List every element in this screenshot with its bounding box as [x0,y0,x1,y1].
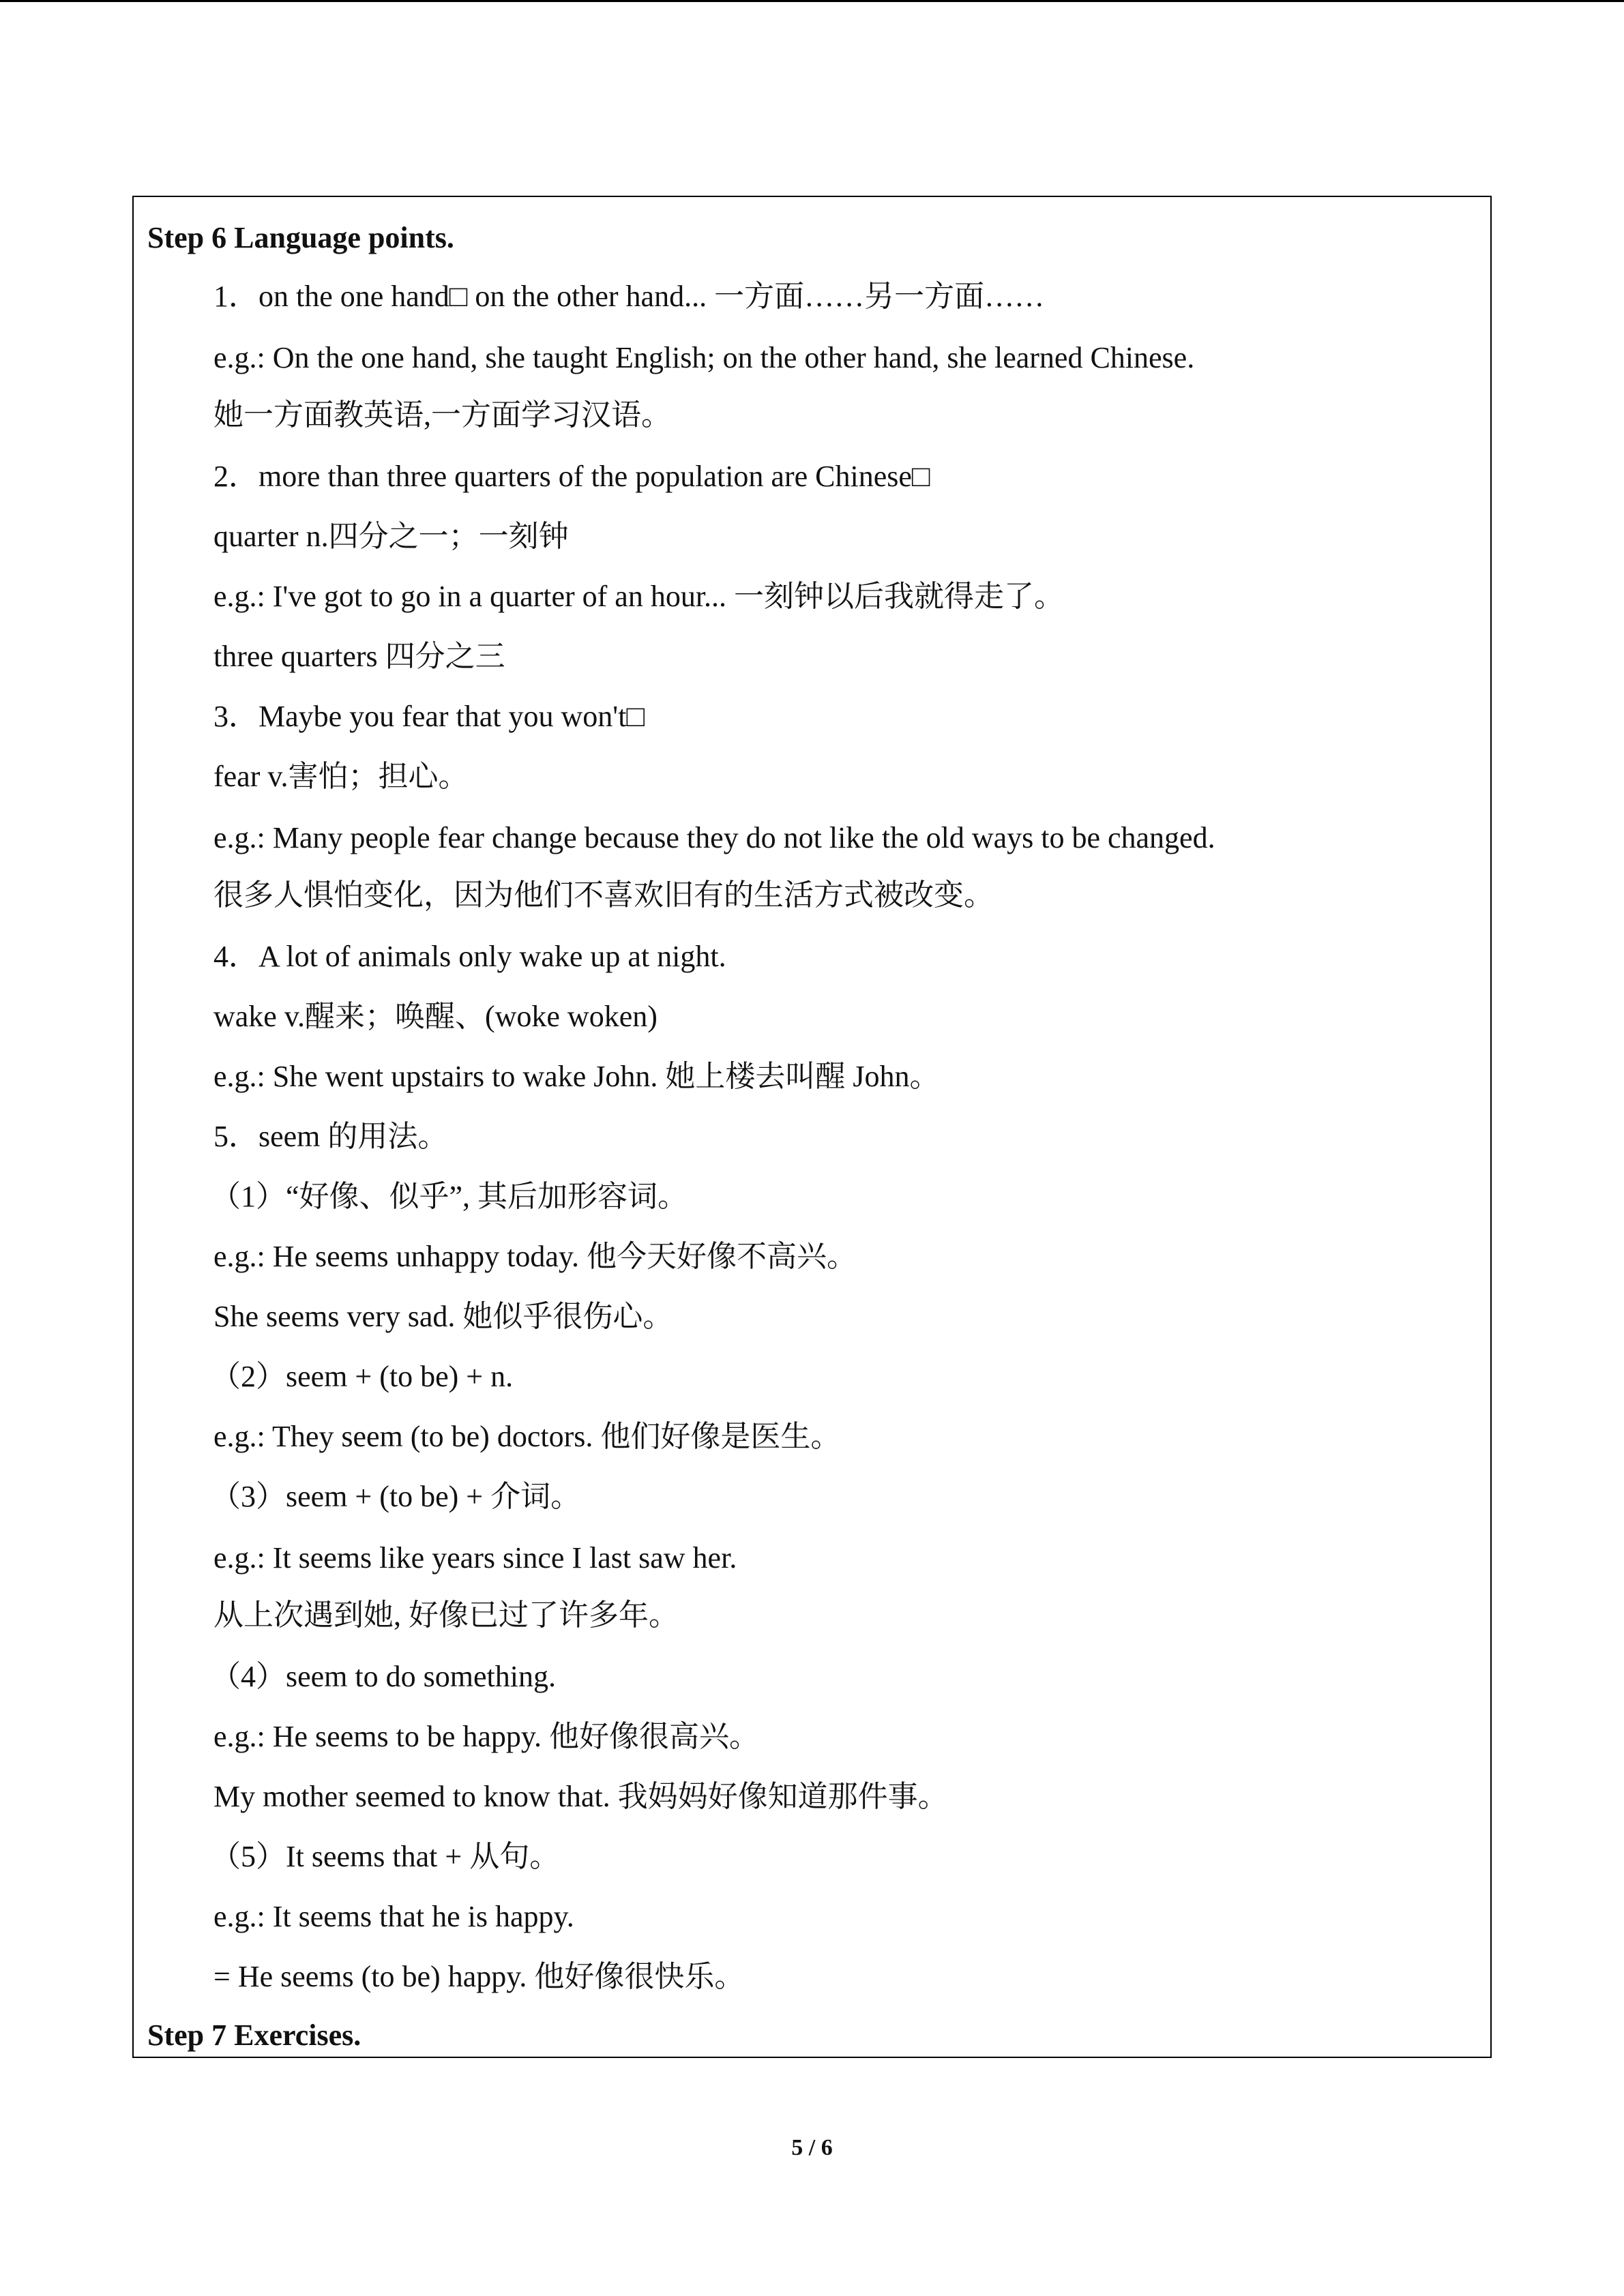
usage-item: （5）It seems that + 从句。 [211,1840,560,1873]
content-frame [132,196,1492,2058]
point-3-title: 3．Maybe you fear that you won't□ [213,700,645,733]
example-line: e.g.: It seems like years since I last saw her. [213,1541,737,1575]
step6-heading: Step 6 Language points. [147,221,454,254]
example-line: e.g.: I've got to go in a quarter of an hour... 一刻钟以后我就得走了。 [213,580,1065,613]
usage-item: （4）seem to do something. [211,1660,556,1693]
example-line: e.g.: On the one hand, she taught English; on the other hand, she learned Chinese. [213,341,1195,374]
vocab-line: three quarters 四分之三 [213,640,505,673]
vocab-line: quarter n.四分之一；一刻钟 [213,520,569,553]
point-4-title: 4．A lot of animals only wake up at night. [213,940,726,973]
translation-line: 很多人惧怕变化，因为他们不喜欢旧有的生活方式被改变。 [213,878,994,912]
point-5-title: 5．seem 的用法。 [213,1120,448,1153]
example-line: e.g.: Many people fear change because they do not like the old ways to be changed. [213,821,1215,854]
page-number: 5 / 6 [791,2135,833,2160]
top-border [0,0,1624,2]
usage-item: （2）seem + (to be) + n. [211,1360,514,1393]
translation-line: 她一方面教英语,一方面学习汉语。 [213,398,671,432]
usage-item: （1）“好像、似乎”, 其后加形容词。 [211,1180,688,1213]
point-2-title: 2．more than three quarters of the population are Chinese□ [213,460,930,493]
translation-line: 从上次遇到她, 好像已过了许多年。 [213,1598,679,1632]
example-line: e.g.: It seems that he is happy. [213,1900,574,1933]
example-line: e.g.: He seems to be happy. 他好像很高兴。 [213,1720,760,1753]
example-line: e.g.: They seem (to be) doctors. 他们好像是医生。 [213,1420,841,1453]
vocab-line: wake v.醒来；唤醒、(woke woken) [213,1000,658,1033]
usage-item: （3）seem + (to be) + 介词。 [211,1480,581,1513]
vocab-line: fear v.害怕；担心。 [213,760,469,793]
example-line: She seems very sad. 她似乎很伤心。 [213,1300,673,1333]
example-line: = He seems (to be) happy. 他好像很快乐。 [213,1960,745,1993]
example-line: e.g.: She went upstairs to wake John. 她上楼去叫醒 John。 [213,1060,940,1093]
example-line: My mother seemed to know that. 我妈妈好像知道那件事。 [213,1780,948,1813]
step7-heading: Step 7 Exercises. [147,2018,361,2052]
example-line: e.g.: He seems unhappy today. 他今天好像不高兴。 [213,1240,857,1273]
point-1-title: 1．on the one hand□ on the other hand... 一方面……另一方面…… [213,280,1045,313]
